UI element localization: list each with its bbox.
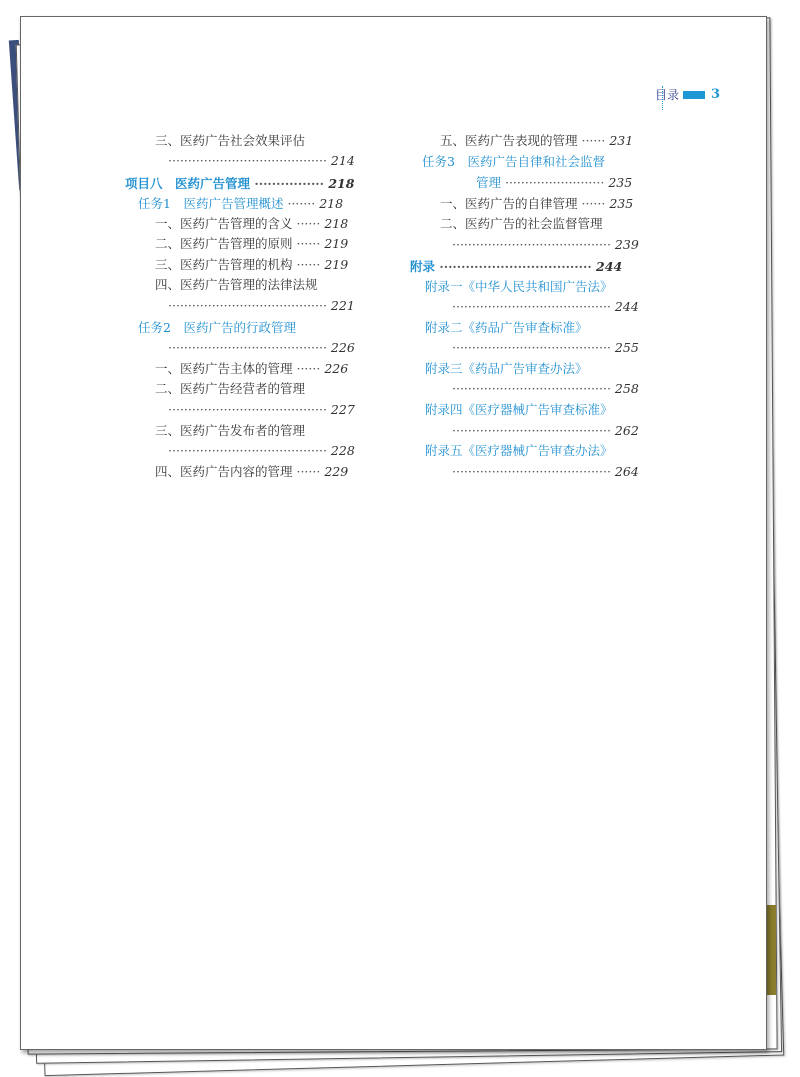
toc-entry[interactable]: [155, 132, 305, 150]
header-label: 目录: [654, 88, 679, 102]
toc-entry[interactable]: [155, 215, 348, 233]
toc-leader-dots: ········································: [452, 381, 615, 396]
toc-page: [20, 16, 767, 1050]
page-number: 3: [710, 87, 720, 102]
toc-entry[interactable]: [168, 339, 355, 357]
toc-entry-title: 一、医药广告管理的含义: [155, 216, 293, 231]
toc-entry[interactable]: [155, 380, 305, 398]
toc-page-number: 229: [324, 464, 349, 479]
toc-entry[interactable]: [168, 401, 355, 419]
toc-entry-title: 三、医药广告管理的机构: [155, 257, 293, 272]
toc-entry-title: 四、医药广告管理的法律法规: [155, 277, 318, 292]
toc-entry[interactable]: [440, 195, 633, 213]
toc-entry[interactable]: [440, 215, 603, 233]
toc-page-number: 235: [608, 175, 633, 190]
toc-leader-dots: ········································: [168, 298, 331, 313]
toc-leader-dots: ···································: [435, 259, 597, 274]
toc-leader-dots: ········································: [452, 340, 615, 355]
toc-entry-title: 附录一《中华人民共和国广告法》: [425, 279, 613, 294]
toc-page-number: 219: [324, 257, 349, 272]
toc-entry-title: 一、医药广告的自律管理: [440, 196, 578, 211]
header-divider: [662, 86, 663, 110]
toc-entry-title: 二、医药广告经营者的管理: [155, 381, 306, 396]
toc-page-number: 218: [324, 216, 349, 231]
toc-page-number: 255: [614, 340, 639, 355]
toc-entry-title: 附录二《药品广告审查标准》: [425, 320, 588, 335]
toc-entry[interactable]: [452, 236, 639, 254]
toc-entry[interactable]: [476, 174, 632, 192]
toc-entry[interactable]: [155, 276, 318, 294]
toc-entry[interactable]: [168, 297, 355, 315]
toc-leader-dots: ······: [292, 216, 325, 231]
toc-entry[interactable]: [452, 422, 639, 440]
toc-page-number: 226: [324, 361, 349, 376]
toc-entry-title: 任务3 医药广告自律和社会监督: [422, 154, 605, 169]
toc-entry[interactable]: [452, 380, 639, 398]
toc-entry-title: 任务2 医药广告的行政管理: [138, 320, 296, 335]
toc-leader-dots: ········································: [168, 153, 331, 168]
toc-page-number: 258: [614, 381, 639, 396]
toc-page-number: 235: [609, 196, 634, 211]
toc-leader-dots: ········································: [168, 443, 331, 458]
toc-entry-title: 二、医药广告的社会监督管理: [440, 216, 603, 231]
toc-leader-dots: ·······: [283, 196, 320, 211]
toc-leader-dots: ······: [577, 196, 610, 211]
toc-entry[interactable]: [155, 235, 348, 253]
toc-entry[interactable]: [168, 152, 355, 170]
toc-page-number: 231: [609, 133, 634, 148]
toc-entry-title: 附录五《医疗器械广告审查办法》: [425, 443, 613, 458]
toc-entry[interactable]: [425, 360, 588, 378]
toc-entry-title: 四、医药广告内容的管理: [155, 464, 293, 479]
toc-entry[interactable]: [452, 463, 639, 481]
toc-entry[interactable]: [425, 278, 613, 296]
toc-entry-title: 五、医药广告表现的管理: [440, 133, 578, 148]
toc-entry-title: 项目八 医药广告管理: [125, 176, 251, 191]
toc-leader-dots: ······: [292, 464, 325, 479]
toc-entry[interactable]: [155, 422, 305, 440]
page-header: [655, 86, 720, 103]
toc-leader-dots: ······: [292, 257, 325, 272]
toc-page-number: 239: [614, 237, 639, 252]
toc-page-number: 214: [330, 153, 355, 168]
toc-leader-dots: ·························: [501, 175, 609, 190]
toc-leader-dots: ········································: [452, 464, 615, 479]
toc-leader-dots: ········································: [452, 423, 615, 438]
toc-page-number: 262: [614, 423, 639, 438]
toc-leader-dots: ················: [250, 176, 329, 191]
toc-entry-title: 任务1 医药广告管理概述: [138, 196, 284, 211]
toc-entry[interactable]: [155, 256, 348, 274]
toc-entry[interactable]: [425, 401, 613, 419]
toc-leader-dots: ······: [292, 236, 325, 251]
toc-page-number: 218: [328, 176, 355, 191]
toc-leader-dots: ········································: [168, 402, 331, 417]
toc-entry[interactable]: [452, 339, 639, 357]
toc-entry[interactable]: [410, 258, 622, 276]
toc-page-number: 219: [324, 236, 349, 251]
toc-leader-dots: ········································: [452, 237, 615, 252]
toc-page-number: 244: [596, 259, 623, 274]
toc-entry-title: 附录三《药品广告审查办法》: [425, 361, 588, 376]
toc-entry-title: 三、医药广告社会效果评估: [155, 133, 306, 148]
toc-entry[interactable]: [138, 319, 296, 337]
toc-entry-title: 附录: [410, 259, 436, 274]
toc-entry[interactable]: [155, 360, 348, 378]
toc-entry-title: 一、医药广告主体的管理: [155, 361, 293, 376]
toc-entry[interactable]: [440, 132, 633, 150]
toc-entry[interactable]: [452, 298, 639, 316]
header-marker: [683, 91, 705, 99]
toc-entry-title: 二、医药广告管理的原则: [155, 236, 293, 251]
toc-entry[interactable]: [138, 195, 343, 213]
toc-entry[interactable]: [125, 175, 354, 193]
toc-entry[interactable]: [425, 319, 588, 337]
toc-entry[interactable]: [422, 153, 605, 171]
toc-page-number: 226: [330, 340, 355, 355]
toc-page-number: 218: [319, 196, 344, 211]
toc-leader-dots: ········································: [452, 299, 615, 314]
toc-entry-title: 三、医药广告发布者的管理: [155, 423, 306, 438]
toc-entry[interactable]: [155, 463, 348, 481]
toc-page-number: 221: [330, 298, 355, 313]
toc-page-number: 264: [614, 464, 639, 479]
toc-entry-title: 管理: [476, 175, 502, 190]
toc-entry[interactable]: [425, 442, 613, 460]
toc-leader-dots: ······: [292, 361, 325, 376]
toc-entry[interactable]: [168, 442, 355, 460]
toc-entry-title: 附录四《医疗器械广告审查标准》: [425, 402, 613, 417]
toc-page-number: 244: [614, 299, 639, 314]
toc-page-number: 227: [330, 402, 355, 417]
toc-leader-dots: ······: [577, 133, 610, 148]
toc-leader-dots: ········································: [168, 340, 331, 355]
toc-page-number: 228: [330, 443, 355, 458]
